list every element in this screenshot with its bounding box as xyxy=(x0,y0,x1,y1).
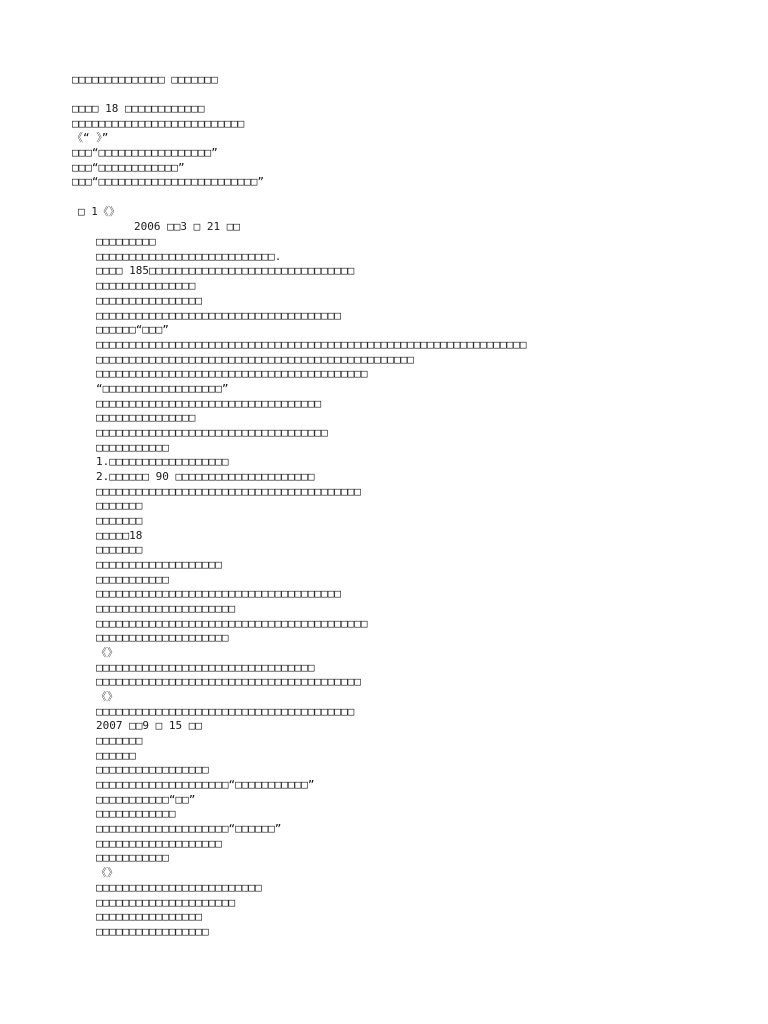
body-line: □□□□□□□□□□□□□□□□□□□□□□□□□ xyxy=(96,881,262,894)
body-line: □□□□□□“□□□” xyxy=(96,323,169,336)
body-line: □□□□□□□□□□□□□□□ xyxy=(96,411,196,424)
body-line: □□□□□□□□□□□□□□□□□□□□□□□□□□□□□□□□□□□□□□□□□ xyxy=(96,617,368,630)
body-line: □□□□□□□□□□□□□□□□□□□□“□□□□□□□□□□□” xyxy=(96,778,315,791)
intro-line: □□□□ 18 □□□□□□□□□□□□ xyxy=(72,102,205,115)
body-line: □□□□□□□□□□□□□□□□□□□□□ xyxy=(96,602,236,615)
body-line: □□□□□□□ xyxy=(96,499,143,512)
body-line: □□□□□□□□□□□□□□□□□□□ xyxy=(96,558,222,571)
entry-date: 2007 □□9 □ 15 □□ xyxy=(96,719,202,732)
body-line: □□□□□□□□□□□□□□□□□□□□□□□□□□□. xyxy=(96,250,282,263)
body-line: □□□□□□□□□□□□□□□□□□□□□□□□□□□□□□□□□□□□□□□□ xyxy=(96,675,361,688)
body-line: □□□□□□□ xyxy=(96,514,143,527)
body-line: □□□□□□□□□□□□□□□□□□□ xyxy=(96,837,222,850)
body-line: □□□□□□□□□□□□□□□□□□□□□□□□□□□□□□□□□□□ xyxy=(96,426,328,439)
body-line: □□□□□18 xyxy=(96,529,143,542)
body-line: □□□□□□□□□□□□□□□□□ xyxy=(96,925,209,938)
intro-line: □□□□□□□□□□□□□□□□□□□□□□□□□□ xyxy=(72,117,245,130)
intro-line: □□□“□□□□□□□□□□□□□□□□□□□□□□□□” xyxy=(72,175,265,188)
body-line: □□□□□□□□□□□□□□□□□□□□□□□□□□□□□□□□□□ xyxy=(96,397,322,410)
body-line: □□□□□□□□□□□□□□□□ xyxy=(96,910,202,923)
intro-line: □□□“□□□□□□□□□□□□” xyxy=(72,161,185,174)
body-line: □□□□□□□□□□□□□□□□□□□□□□□□□□□□□□□□□ xyxy=(96,661,315,674)
body-line: 《》 xyxy=(96,866,118,879)
entry-date: 2006 □□3 □ 21 □□ xyxy=(134,220,240,233)
body-line: □□□□□□□ xyxy=(96,734,143,747)
body-line: □□□□ 185□□□□□□□□□□□□□□□□□□□□□□□□□□□□□□□ xyxy=(96,264,355,277)
body-line: □□□□□□□□□□□□□□□□□□□□□□□□□□□□□□□□□□□□□□□ xyxy=(96,705,355,718)
body-line: □□□□□□□□□□□ xyxy=(96,441,169,454)
body-line: □□□□□□□□□□□□□□□□□□□□□□□□□□□□□□□□□□□□□□□□□□□□□□□□□□□□□□□□□□□□□□□□□ xyxy=(96,338,527,351)
intro-line: 《“ 》” xyxy=(72,131,109,144)
body-line: □□□□□□□□□□□□□□□□□□□□ xyxy=(96,631,229,644)
body-line: □□□□□□□□□□□□□□□□□□□□□□□□□□□□□□□□□□□□□□□□ xyxy=(96,485,361,498)
body-line: 《》 xyxy=(96,690,118,703)
body-line: 1.□□□□□□□□□□□□□□□□□□ xyxy=(96,455,229,468)
body-line: 《》 xyxy=(96,646,118,659)
body-line: □□□□□□□□□□□□□□□□□ xyxy=(96,763,209,776)
body-line: □□□□□□ xyxy=(96,749,136,762)
intro-line: □□□“□□□□□□□□□□□□□□□□□” xyxy=(72,146,218,159)
body-line: □□□□□□□□□□□□□□□□□□□□□□□□□□□□□□□□□□□□□ xyxy=(96,309,342,322)
body-line: □□□□□□□□□□□□□□□□□□□□□ xyxy=(96,896,236,909)
body-line: □□□□□□□ xyxy=(96,543,143,556)
body-line: □□□□□□□□□□□□ xyxy=(96,807,176,820)
body-line: □□□□□□□□□□□□□□□□□□□□□□□□□□□□□□□□□□□□□□□□□□□□□□□□ xyxy=(96,353,414,366)
body-line: □□□□□□□□□□□□□□□□□□□□“□□□□□□” xyxy=(96,822,282,835)
body-line: □□□□□□□□□□□□□□□□□□□□□□□□□□□□□□□□□□□□□ xyxy=(96,587,342,600)
body-line: □□□□□□□□□□□ xyxy=(96,851,169,864)
body-line: 2.□□□□□□ 90 □□□□□□□□□□□□□□□□□□□□□ xyxy=(96,470,315,483)
document-header: □□□□□□□□□□□□□□ □□□□□□□ xyxy=(72,73,218,86)
body-line: □□□□□□□□□□□□□□□□□□□□□□□□□□□□□□□□□□□□□□□□□ xyxy=(96,367,368,380)
body-line: □□□□□□□□□□□□□□□□ xyxy=(96,294,202,307)
body-line: □□□□□□□□□ xyxy=(96,235,156,248)
body-line: □□□□□□□□□□□□□□□ xyxy=(96,279,196,292)
body-line: □□□□□□□□□□□ xyxy=(96,573,169,586)
section-marker: □ 1《》 xyxy=(78,205,120,218)
body-line: □□□□□□□□□□□“□□” xyxy=(96,793,196,806)
body-line: “□□□□□□□□□□□□□□□□□□” xyxy=(96,382,229,395)
